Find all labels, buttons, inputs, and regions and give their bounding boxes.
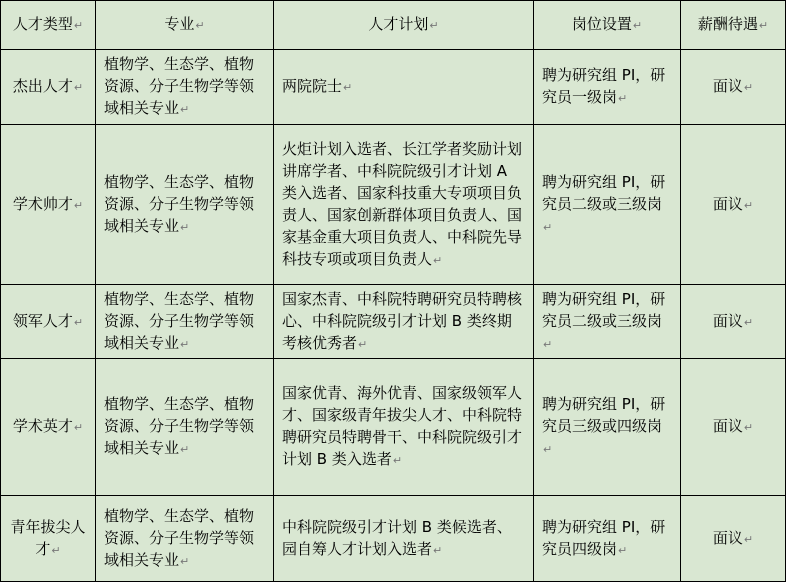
- table-row: [1, 125, 786, 285]
- header-cell-major: 专业↵: [96, 1, 274, 50]
- plan-cell: 两院院士↵: [274, 50, 534, 125]
- type-cell: 学术英才↵: [1, 359, 96, 496]
- plan-cell: 中科院院级引才计划 B 类候选者、园自筹人才计划入选者↵: [274, 496, 534, 582]
- position-cell: 聘为研究组 PI，研究员二级或三级岗↵: [534, 125, 681, 285]
- type-cell: 青年拔尖人才↵: [1, 496, 96, 582]
- major-cell: 植物学、生态学、植物资源、分子生物学等领域相关专业↵: [96, 50, 274, 125]
- table-row: [1, 50, 786, 125]
- table-row: [1, 285, 786, 359]
- table-row: [1, 359, 786, 496]
- plan-cell: 火炬计划入选者、长江学者奖励计划讲席学者、中科院院级引才计划 A 类入选者、国家科技重大专项项目负责人、国家创新群体项目负责人、国家基金重大项目负责人、中科院先导科技专项或项目负责人↵: [274, 125, 534, 285]
- plan-cell: 国家优青、海外优青、国家级领军人才、国家级青年拔尖人才、中科院特聘研究员特聘骨干、中科院院级引才计划 B 类入选者↵: [274, 359, 534, 496]
- salary-cell: 面议↵: [681, 285, 786, 359]
- salary-cell: 面议↵: [681, 496, 786, 582]
- header-row: [1, 1, 786, 50]
- header-cell-position: 岗位设置↵: [534, 1, 681, 50]
- salary-cell: 面议↵: [681, 50, 786, 125]
- major-cell: 植物学、生态学、植物资源、分子生物学等领域相关专业↵: [96, 285, 274, 359]
- header-cell-type: 人才类型↵: [1, 1, 96, 50]
- position-cell: 聘为研究组 PI，研究员二级或三级岗↵: [534, 285, 681, 359]
- major-cell: 植物学、生态学、植物资源、分子生物学等领域相关专业↵: [96, 359, 274, 496]
- header-cell-salary: 薪酬待遇↵: [681, 1, 786, 50]
- major-cell: 植物学、生态学、植物资源、分子生物学等领域相关专业↵: [96, 496, 274, 582]
- major-cell: 植物学、生态学、植物资源、分子生物学等领域相关专业↵: [96, 125, 274, 285]
- salary-cell: 面议↵: [681, 125, 786, 285]
- table-row: [1, 496, 786, 582]
- position-cell: 聘为研究组 PI，研究员四级岗↵: [534, 496, 681, 582]
- plan-cell: 国家杰青、中科院特聘研究员特聘核心、中科院院级引才计划 B 类终期考核优秀者↵: [274, 285, 534, 359]
- position-cell: 聘为研究组 PI，研究员一级岗↵: [534, 50, 681, 125]
- type-cell: 杰出人才↵: [1, 50, 96, 125]
- position-cell: 聘为研究组 PI，研究员三级或四级岗↵: [534, 359, 681, 496]
- type-cell: 学术帅才↵: [1, 125, 96, 285]
- salary-cell: 面议↵: [681, 359, 786, 496]
- type-cell: 领军人才↵: [1, 285, 96, 359]
- header-cell-plan: 人才计划↵: [274, 1, 534, 50]
